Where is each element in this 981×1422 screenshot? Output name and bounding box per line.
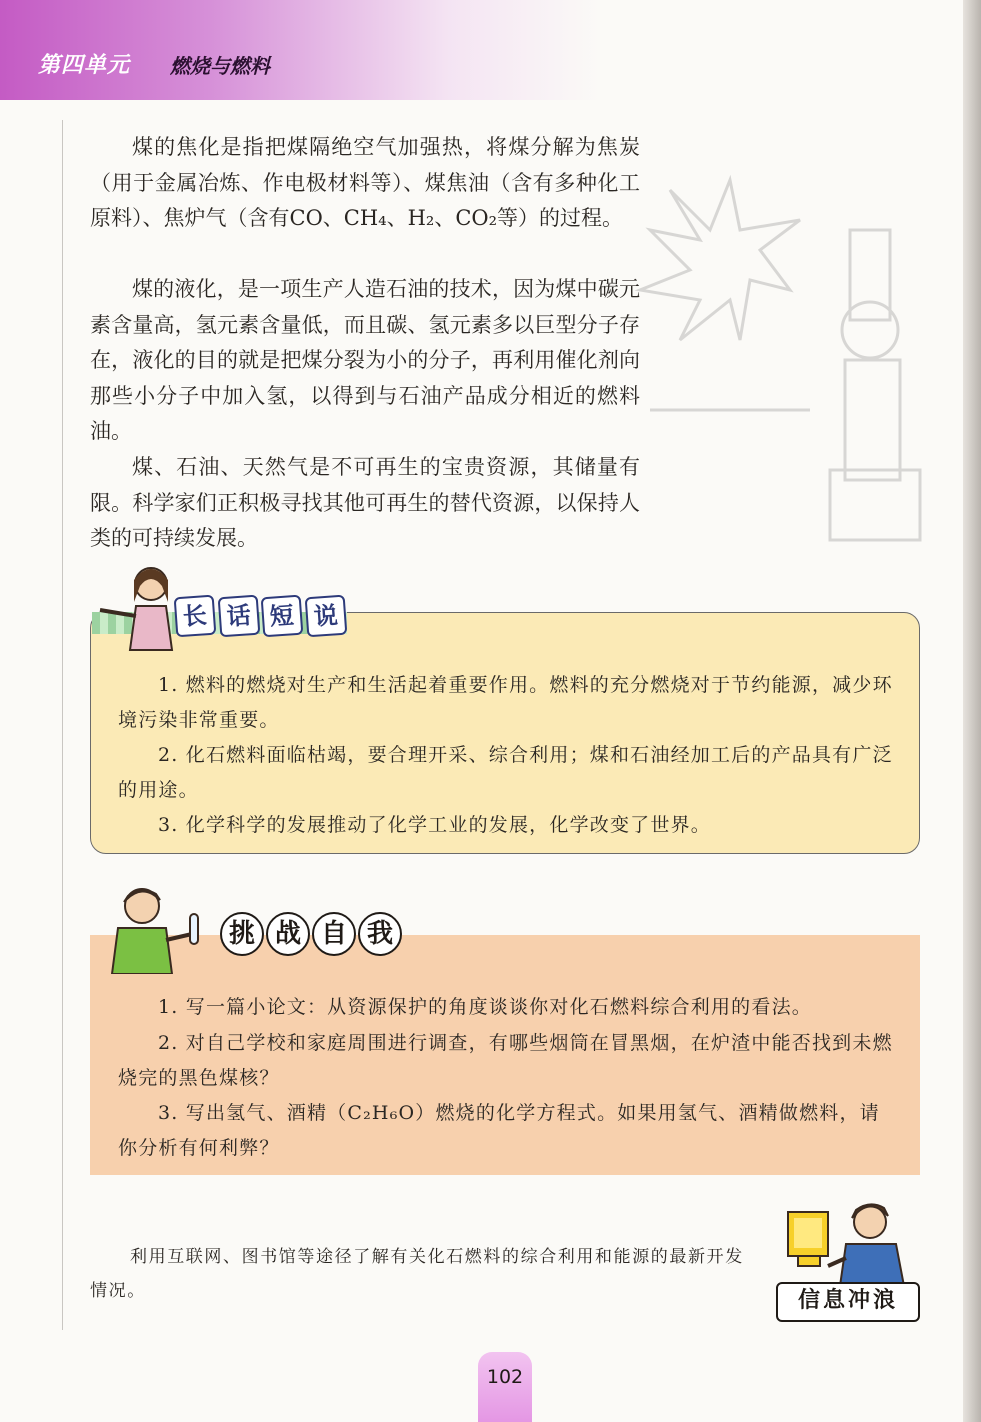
scientist-illustration xyxy=(630,170,960,550)
info-surf-label: 信息冲浪 xyxy=(776,1282,920,1322)
computer-user-icon xyxy=(784,1196,914,1286)
challenge-banner-char: 我 xyxy=(358,912,402,956)
boy-test-tube-icon xyxy=(100,884,210,974)
page-edge xyxy=(963,0,981,1422)
challenge-banner-char: 挑 xyxy=(220,912,264,956)
summary-banner-char: 短 xyxy=(261,595,303,638)
summary-banner-char: 长 xyxy=(174,595,216,638)
challenge-banner-char: 战 xyxy=(266,912,310,956)
margin-line xyxy=(62,120,63,1330)
challenge-item: 1. 写一篇小论文：从资源保护的角度谈谈你对化石燃料综合利用的看法。 xyxy=(158,996,812,1018)
challenge-banner xyxy=(220,912,402,956)
challenge-item: 3. 写出氢气、酒精（C₂H₆O）燃烧的化学方程式。如果用氢气、酒精做燃料，请你分析有何利弊？ xyxy=(118,1102,880,1159)
paragraph-coking: 煤的焦化是指把煤隔绝空气加强热，将煤分解为焦炭（用于金属冶炼、作电极材料等）、煤焦油（含有多种化工原料）、焦炉气（含有CO、CH₄、H₂、CO₂等）的过程。 xyxy=(90,135,640,230)
summary-banner-char: 说 xyxy=(304,595,346,638)
unit-title: 燃烧与燃料 xyxy=(170,54,270,78)
summary-banner xyxy=(175,596,345,636)
summary-item: 3. 化学科学的发展推动了化学工业的发展，化学改变了世界。 xyxy=(158,814,711,836)
summary-item: 2. 化石燃料面临枯竭，要合理开采、综合利用；煤和石油经加工后的产品具有广泛的用途。 xyxy=(118,744,893,801)
page-number: 102 xyxy=(486,1366,524,1388)
unit-label: 第四单元 xyxy=(38,53,131,78)
paragraph-liquefaction: 煤的液化，是一项生产人造石油的技术，因为煤中碳元素含量高，氢元素含量低，而且碳、氢元素多以巨型分子存在，液化的目的就是把煤分裂为小的分子，再利用催化剂向那些小分子中加入氢，以得到与石油产品成分相近的燃料油。 xyxy=(90,277,640,443)
info-surf-text: 利用互联网、图书馆等途径了解有关化石燃料的综合利用和能源的最新开发情况。 xyxy=(90,1247,744,1301)
summary-item: 1. 燃料的燃烧对生产和生活起着重要作用。燃料的充分燃烧对于节约能源，减少环境污染非常重要。 xyxy=(118,674,893,731)
summary-banner-char: 话 xyxy=(217,595,259,638)
challenge-banner-char: 自 xyxy=(312,912,356,956)
challenge-item: 2. 对自己学校和家庭周围进行调查，有哪些烟筒在冒黑烟，在炉渣中能否找到未燃烧完的黑色煤核？ xyxy=(118,1032,893,1089)
header-band xyxy=(0,0,600,100)
paragraph-resources: 煤、石油、天然气是不可再生的宝贵资源，其储量有限。科学家们正积极寻找其他可再生的替代资源，以保持人类的可持续发展。 xyxy=(90,455,640,550)
girl-pointing-icon xyxy=(96,562,186,652)
